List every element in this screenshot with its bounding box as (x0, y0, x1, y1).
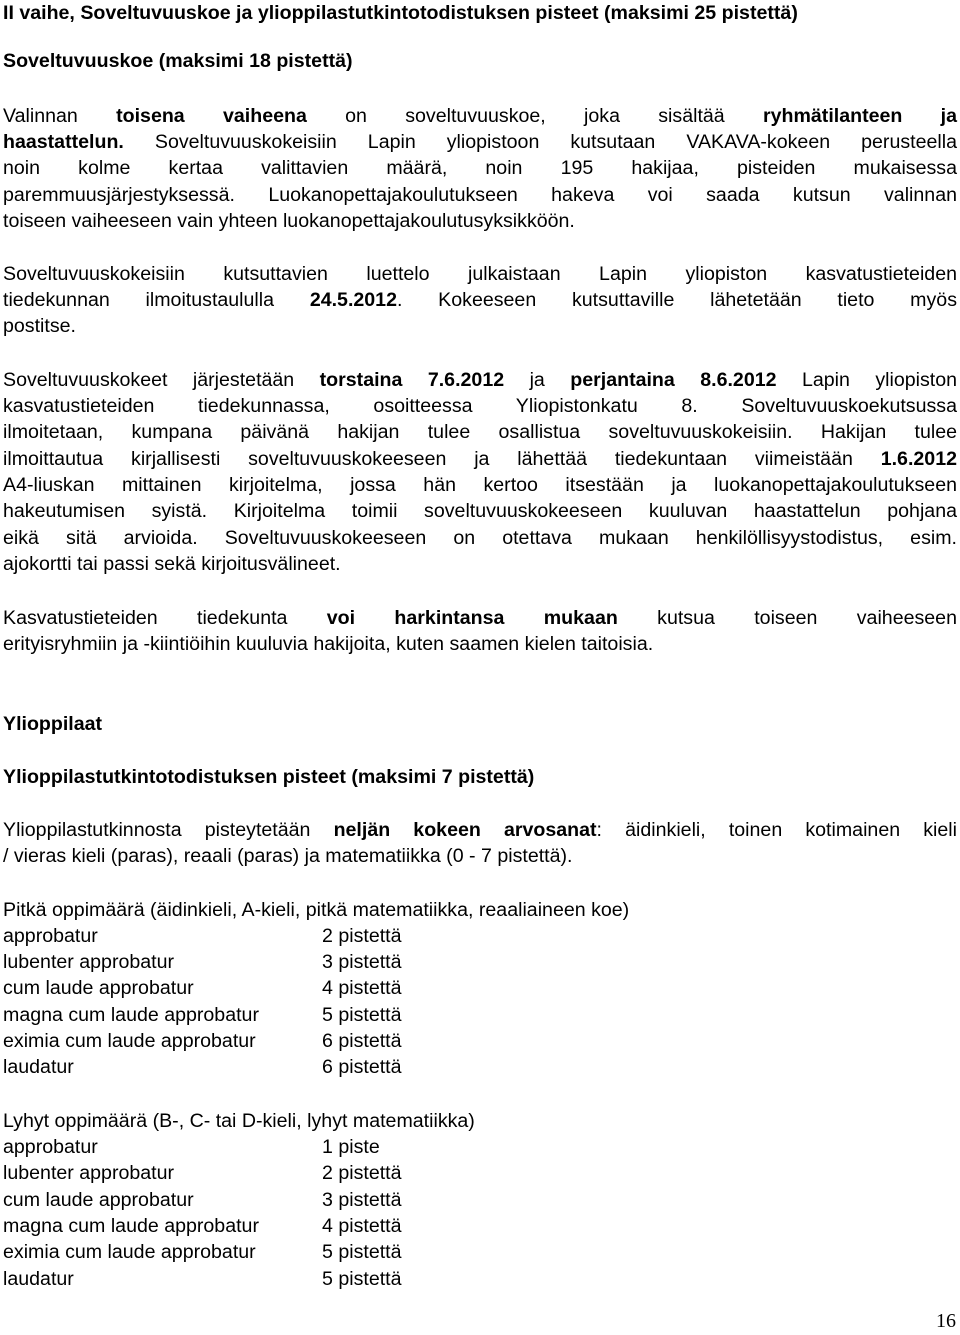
section-heading-ylioppilaat: Ylioppilaat (3, 713, 103, 735)
paragraph-line: toiseen vaiheeseen vain yhteen luokanopettajakoulutusyksikköön. (3, 210, 575, 232)
grade-row: laudatur 5 pistettä (3, 1268, 402, 1290)
grade-row: lubenter approbatur 3 pistettä (3, 951, 402, 973)
paragraph-line: ilmoitetaan, kumpana päivänä hakijan tulee osallistua soveltuvuuskokeisiin. Hakijan tulee (3, 421, 957, 443)
grade-row: cum laude approbatur 4 pistettä (3, 977, 402, 999)
paragraph-line: ajokortti tai passi sekä kirjoitusvälineet. (3, 553, 341, 575)
paragraph-line: paremmuusjärjestyksessä. Luokanopettajakoulutukseen hakeva voi saada kutsun valinnan (3, 184, 957, 206)
grade-row: approbatur 1 piste (3, 1136, 380, 1158)
grade-row: approbatur 2 pistettä (3, 925, 402, 947)
paragraph-line: Valinnan toisena vaiheena on soveltuvuuskoe, joka sisältää ryhmätilanteen ja (3, 105, 957, 127)
subheading-soveltuvuuskoe: Soveltuvuuskoe (maksimi 18 pistettä) (3, 50, 353, 72)
short-syllabus-title: Lyhyt oppimäärä (B-, C- tai D-kieli, lyhyt matematiikka) (3, 1110, 475, 1132)
paragraph-line: / vieras kieli (paras), reaali (paras) ja matematiikka (0 - 7 pistettä). (3, 845, 573, 867)
grade-row: cum laude approbatur 3 pistettä (3, 1189, 402, 1211)
paragraph-line: postitse. (3, 315, 76, 337)
long-syllabus-title: Pitkä oppimäärä (äidinkieli, A-kieli, pitkä matematiikka, reaaliaineen koe) (3, 899, 630, 921)
subheading-ylioppilastutkinto: Ylioppilastutkintotodistuksen pisteet (maksimi 7 pistettä) (3, 766, 535, 788)
section-heading: II vaihe, Soveltuvuuskoe ja ylioppilastutkintotodistuksen pisteet (maksimi 25 pistettä) (3, 2, 798, 24)
paragraph-line: A4-liuskan mittainen kirjoitelma, jossa hän kertoo itsestään ja luokanopettajakoulutukseen (3, 474, 957, 496)
paragraph-line: tiedekunnan ilmoitustaululla 24.5.2012. Kokeeseen kutsuttaville lähetetään tieto myös (3, 289, 957, 311)
grade-row: lubenter approbatur 2 pistettä (3, 1162, 402, 1184)
paragraph-line: ilmoittautua kirjallisesti soveltuvuuskokeeseen ja lähettää tiedekuntaan viimeistään 1.6.2012 (3, 448, 957, 470)
paragraph-line: Soveltuvuuskokeisiin kutsuttavien luettelo julkaistaan Lapin yliopiston kasvatustieteiden (3, 263, 957, 285)
paragraph-line: Soveltuvuuskokeet järjestetään torstaina 7.6.2012 ja perjantaina 8.6.2012 Lapin yliopiston (3, 369, 958, 391)
paragraph-line: kasvatustieteiden tiedekunnassa, osoitteessa Yliopistonkatu 8. Soveltuvuuskoekutsussa (3, 395, 957, 417)
grade-row: eximia cum laude approbatur 5 pistettä (3, 1241, 402, 1263)
grade-row: laudatur 6 pistettä (3, 1056, 402, 1078)
paragraph-line: haastattelun. Soveltuvuuskokeisiin Lapin yliopistoon kutsutaan VAKAVA-kokeen perusteella (3, 131, 957, 153)
paragraph-line: Kasvatustieteiden tiedekunta voi harkintansa mukaan kutsua toiseen vaiheeseen (3, 607, 957, 629)
page-number: 16 (936, 1310, 956, 1332)
grade-row: magna cum laude approbatur 4 pistettä (3, 1215, 402, 1237)
paragraph-line: erityisryhmiin ja -kiintiöihin kuuluvia hakijoita, kuten saamen kielen taitoisia. (3, 633, 654, 655)
grade-row: magna cum laude approbatur 5 pistettä (3, 1004, 402, 1026)
paragraph-line: noin kolme kertaa valittavien määrä, noin 195 hakijaa, pisteiden mukaisessa (3, 157, 957, 179)
paragraph-line: Ylioppilastutkinnosta pisteytetään neljän kokeen arvosanat: äidinkieli, toinen kotimainen kieli (3, 819, 957, 841)
paragraph-line: eikä sitä arvioida. Soveltuvuuskokeeseen on otettava mukaan henkilöllisyystodistus, esim. (3, 527, 957, 549)
grade-row: eximia cum laude approbatur 6 pistettä (3, 1030, 402, 1052)
paragraph-line: hakeutumisen syistä. Kirjoitelma toimii soveltuvuuskokeeseen kuuluvan haastattelun pohjana (3, 500, 957, 522)
